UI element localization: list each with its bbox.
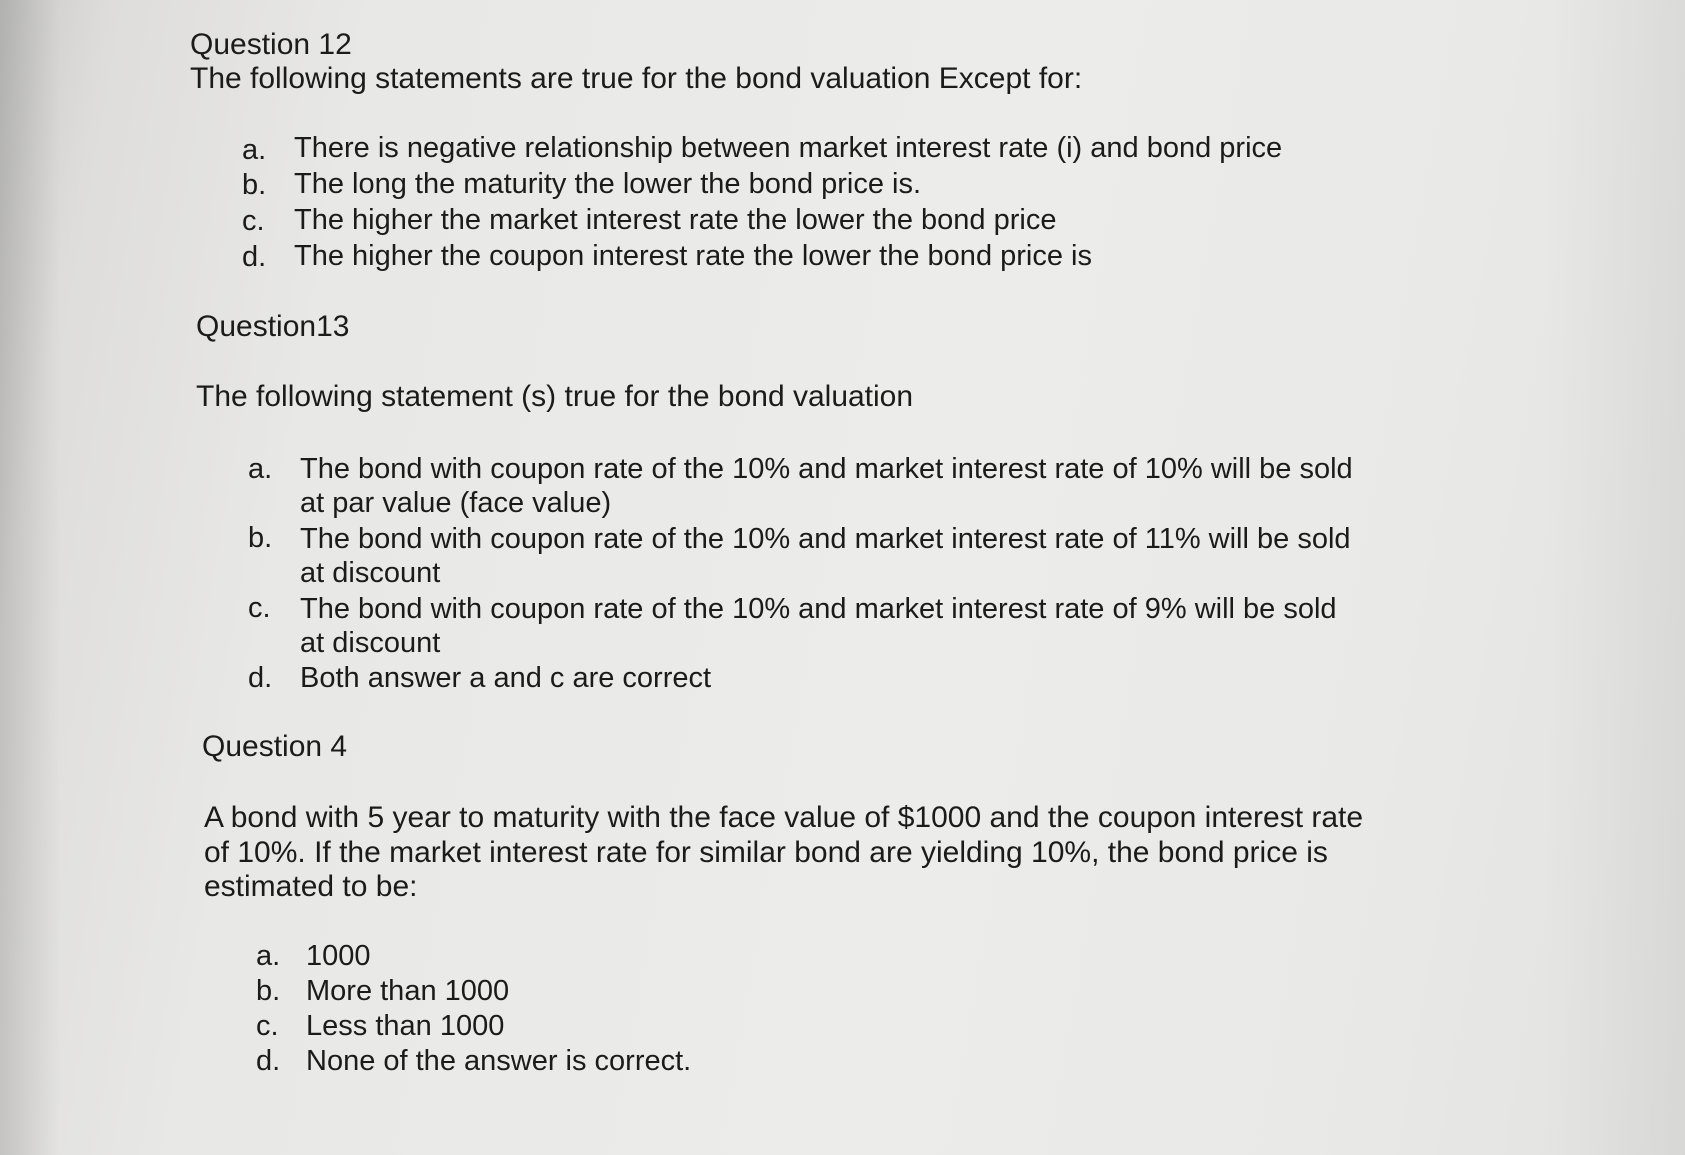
question-title: Question 4 [202,730,348,763]
option-letter: c. [256,1010,279,1042]
option-letter: b. [256,975,281,1007]
option-text-continuation: at par value (face value) [300,487,612,519]
option-text: 1000 [306,940,371,972]
option-text: None of the answer is correct. [306,1045,692,1077]
right-edge-shadow [1545,0,1685,1155]
left-edge-shadow [0,0,60,1155]
option-letter: c. [242,205,265,237]
option-text: Both answer a and c are correct [300,662,712,694]
option-letter: b. [242,169,267,201]
question-title: Question 12 [190,28,352,61]
option-letter: a. [256,940,281,972]
option-letter: b. [248,522,273,554]
option-letter: d. [248,662,273,694]
option-text: The bond with coupon rate of the 10% and market interest rate of 9% will be sold [300,593,1337,625]
option-text: The long the maturity the lower the bond price is. [294,168,922,200]
option-text-continuation: at discount [300,627,441,659]
option-letter: a. [242,134,267,166]
question-prompt: The following statements are true for the bond valuation Except for: [190,62,1083,95]
option-text: The bond with coupon rate of the 10% and market interest rate of 11% will be sold [300,523,1351,555]
option-letter: d. [256,1045,281,1077]
option-text: More than 1000 [306,975,510,1007]
option-text: There is negative relationship between market interest rate (i) and bond price [294,132,1283,164]
question-prompt-line: A bond with 5 year to maturity with the face value of $1000 and the coupon interest rate [204,801,1364,834]
option-letter: a. [248,453,273,485]
question-title: Question13 [196,310,350,343]
question-prompt: The following statement (s) true for the bond valuation [196,380,914,413]
question-prompt-line: of 10%. If the market interest rate for similar bond are yielding 10%, the bond price is [204,836,1328,869]
option-text: Less than 1000 [306,1010,505,1042]
option-text: The bond with coupon rate of the 10% and market interest rate of 10% will be sold [300,453,1353,485]
option-text: The higher the market interest rate the lower the bond price [294,204,1057,236]
option-text: The higher the coupon interest rate the lower the bond price is [294,240,1092,272]
option-letter: c. [248,592,271,624]
option-text-continuation: at discount [300,557,441,589]
question-prompt-line: estimated to be: [204,870,418,903]
option-letter: d. [242,241,267,273]
